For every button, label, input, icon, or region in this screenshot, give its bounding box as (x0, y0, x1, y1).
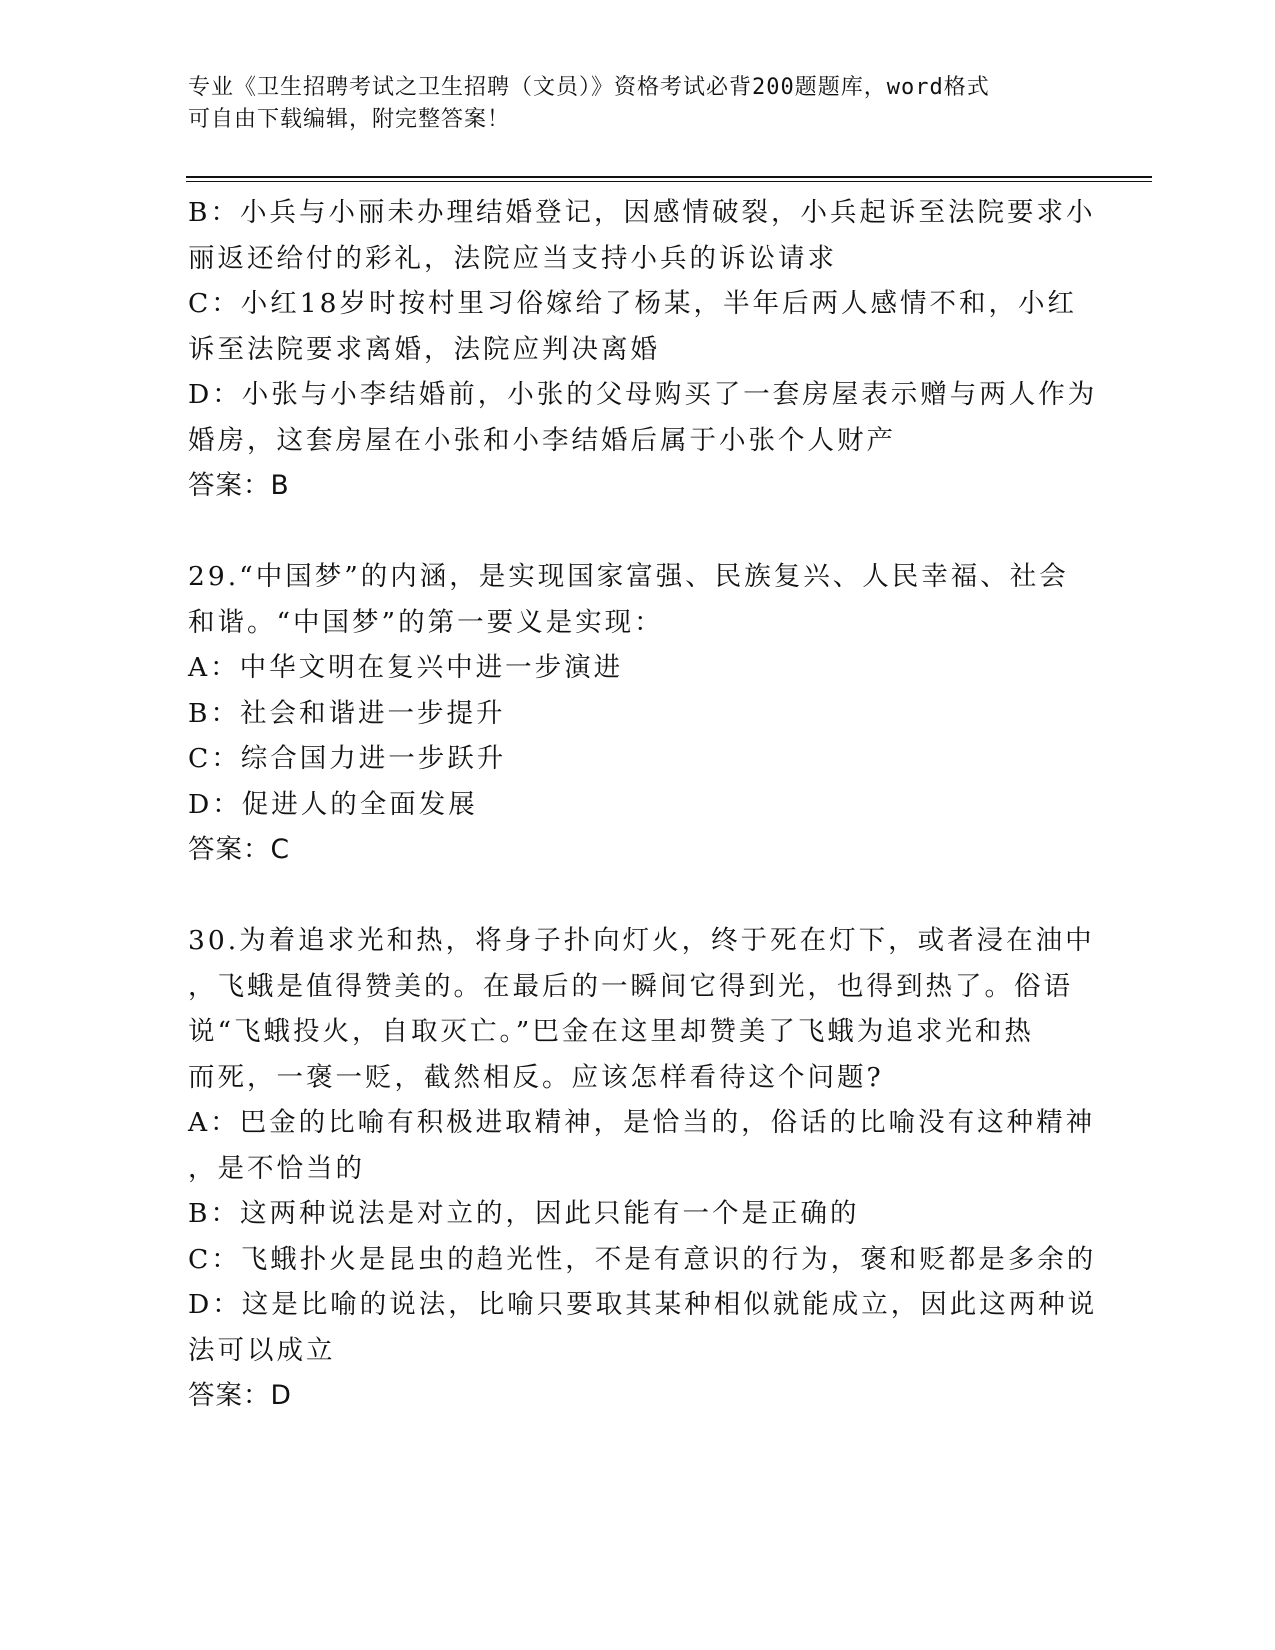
q30-option-c: C：飞蛾扑火是昆虫的趋光性，不是有意识的行为，褒和贬都是多余的 (188, 1243, 1097, 1275)
q29-option-b: B：社会和谐进一步提升 (188, 697, 506, 729)
q28-option-c-line-2: 诉至法院要求离婚，法院应判决离婚 (188, 333, 660, 365)
q30-stem-line-3: 说“飞蛾投火，自取灭亡。”巴金在这里却赞美了飞蛾为追求光和热 (188, 1016, 1034, 1047)
document-body (188, 190, 1098, 1419)
question-28-continued (188, 190, 1098, 509)
q30-option-a-line-1: A：巴金的比喻有积极进取精神，是恰当的，俗话的比喻没有这种精神 (188, 1107, 1096, 1138)
q30-stem-line-2: ，飞蛾是值得赞美的。在最后的一瞬间它得到光，也得到热了。俗语 (188, 970, 1073, 1002)
q30-stem-line-1: 30.为着追求光和热，将身子扑向灯火，终于死在灯下，或者浸在油中 (188, 925, 1095, 956)
q28-option-b-line-2: 丽返还给付的彩礼，法院应当支持小兵的诉讼请求 (188, 242, 837, 274)
q30-option-d-line-2: 法可以成立 (188, 1334, 336, 1366)
q29-stem-line-1: 29.“中国梦”的内涵，是实现国家富强、民族复兴、人民幸福、社会 (188, 561, 1069, 592)
q29-option-c: C：综合国力进一步跃升 (188, 743, 507, 774)
header-rule-thin (186, 181, 1152, 182)
question-29 (188, 554, 1078, 873)
spacer (188, 873, 1078, 919)
question-30 (188, 918, 1098, 1419)
header-rule-thick (186, 176, 1152, 178)
q30-option-b: B：这两种说法是对立的，因此只能有一个是正确的 (188, 1198, 860, 1229)
q29-option-a: A：中华文明在复兴中进一步演进 (188, 652, 624, 683)
q29-option-d: D：促进人的全面发展 (188, 788, 478, 820)
header-line-2: 可自由下载编辑，附完整答案！ (188, 107, 511, 132)
spacer (188, 509, 1078, 555)
q30-option-d-line-1: D：这是比喻的说法，比喻只要取其某种相似就能成立，因此这两种说 (188, 1289, 1098, 1320)
q28-option-d-line-1: D：小张与小李结婚前，小张的父母购买了一套房屋表示赠与两人作为 (188, 379, 1098, 410)
q30-answer: 答案：D (188, 1380, 292, 1411)
header-line-1: 专业《卫生招聘考试之卫生招聘（文员）》资格考试必背200题题库，word格式 (188, 75, 990, 100)
q29-stem-line-2: 和谐。“中国梦”的第一要义是实现： (188, 606, 664, 638)
q28-option-c-line-1: C：小红18岁时按村里习俗嫁给了杨某，半年后两人感情不和，小红 (188, 288, 1077, 319)
q28-option-d-line-2: 婚房，这套房屋在小张和小李结婚后属于小张个人财产 (188, 424, 896, 456)
q29-answer: 答案：C (188, 834, 291, 865)
document-header (188, 72, 1088, 136)
q28-answer: 答案：B (188, 470, 290, 501)
q30-option-a-line-2: ，是不恰当的 (188, 1152, 365, 1184)
q28-option-b-line-1: B：小兵与小丽未办理结婚登记，因感情破裂，小兵起诉至法院要求小 (188, 197, 1096, 228)
q30-stem-line-4: 而死，一褒一贬，截然相反。应该怎样看待这个问题? (188, 1061, 884, 1093)
